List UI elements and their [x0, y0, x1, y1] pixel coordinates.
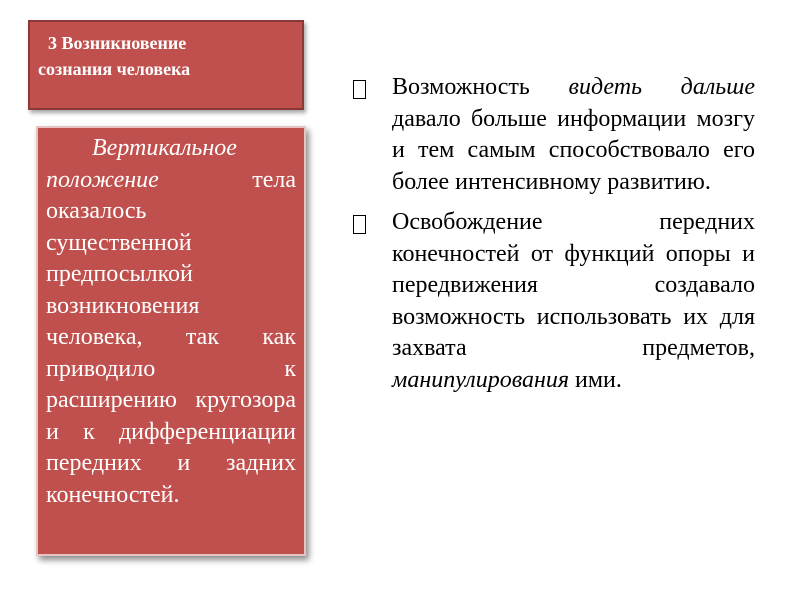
- bullet-box-icon: [350, 207, 368, 235]
- bullet-item-2: [350, 207, 755, 396]
- bullet-item-1: [350, 72, 755, 198]
- bullet-1-pre: Возможность: [392, 74, 569, 100]
- bullet-1-post: давало больше информации мозгу и тем самым способствовало его более интенсивному развитию.: [392, 105, 755, 195]
- bullet-2-post: ими.: [569, 366, 622, 393]
- left-panel-text: тела оказалось существенной предпосылкой возникновения человека, так как приводило к расширению кругозора и к дифференциации передних и задних конечностей.: [46, 166, 296, 508]
- left-text-panel: [36, 126, 306, 556]
- bullet-list: [350, 72, 755, 405]
- left-panel-italic: Вертикальное положение: [46, 135, 237, 193]
- bullet-1-italic: видеть дальше: [568, 74, 755, 100]
- slide-title-line1: 3 Возникновение: [48, 33, 187, 53]
- bullet-2-pre: Освобождение передних конечностей от функций опоры и передвижения создавало возможность использовать их для захвата предметов,: [392, 209, 755, 361]
- slide-title-box: [28, 20, 304, 110]
- slide-title-line2: сознания человека: [38, 59, 191, 79]
- left-panel-paragraph: [46, 133, 296, 511]
- bullet-2-italic: манипулирования: [392, 366, 570, 393]
- bullet-box-icon: [350, 72, 368, 100]
